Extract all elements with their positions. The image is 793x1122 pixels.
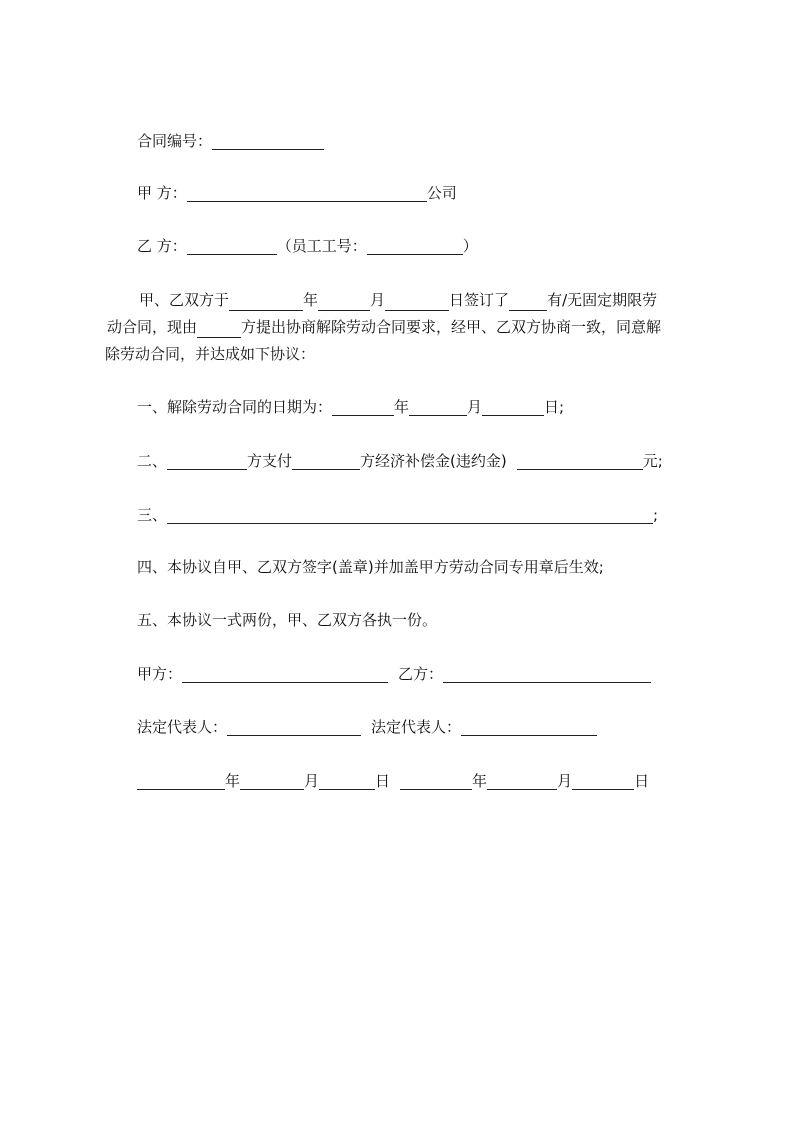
clause-1-text: 一、解除劳动合同的日期为：: [137, 398, 333, 416]
clause-2-prefix: 二、: [137, 452, 168, 470]
termination-year-blank[interactable]: [332, 397, 394, 416]
clause-4: [137, 555, 604, 579]
rep-b-label: 法定代表人：: [371, 718, 462, 736]
rep-a-blank[interactable]: [227, 717, 361, 736]
party-a-label: 甲 方：: [137, 184, 187, 202]
sign-party-b-blank[interactable]: [443, 664, 651, 683]
party-a-suffix: 公司: [426, 184, 457, 202]
party-b-label: 乙 方：: [137, 237, 187, 255]
clause-2-pay: 方支付: [247, 452, 293, 470]
contract-number-blank[interactable]: [212, 131, 324, 150]
date-b-day-blank[interactable]: [572, 771, 634, 790]
paying-party-blank[interactable]: [167, 451, 247, 470]
compensation-amount-blank[interactable]: [517, 451, 643, 470]
date-b-year: 年: [472, 772, 488, 790]
sign-year-blank[interactable]: [229, 292, 303, 311]
clause-3-prefix: 三、: [137, 506, 168, 524]
termination-month-blank[interactable]: [409, 397, 467, 416]
sign-party-a-blank[interactable]: [182, 664, 388, 683]
contract-number-line: [137, 129, 324, 153]
clause-1-year: 年: [394, 398, 410, 416]
termination-day-blank[interactable]: [482, 397, 544, 416]
signature-representatives: [137, 715, 597, 739]
signature-parties: [137, 662, 651, 686]
party-a-line: [137, 181, 457, 205]
clause-3-blank[interactable]: [167, 505, 653, 524]
date-b-year-blank[interactable]: [400, 771, 472, 790]
party-b-blank[interactable]: [187, 236, 277, 255]
date-a-month-blank[interactable]: [240, 771, 304, 790]
receiving-party-blank[interactable]: [292, 451, 360, 470]
date-a-day-blank[interactable]: [319, 771, 375, 790]
sign-party-b-label: 乙方：: [398, 665, 444, 683]
clause-1-month: 月: [467, 398, 483, 416]
employee-id-blank[interactable]: [367, 236, 463, 255]
clause-4-text: 四、本协议自甲、乙双方签字(盖章)并加盖甲方劳动合同专用章后生效;: [137, 558, 604, 576]
date-a-year-blank[interactable]: [137, 771, 225, 790]
contract-number-label: 合同编号：: [137, 132, 213, 150]
contract-type-blank[interactable]: [509, 292, 547, 311]
intro-text-4: 动合同，现由: [107, 318, 198, 336]
intro-month: 月: [370, 291, 386, 309]
clause-1-day: 日;: [544, 398, 565, 416]
date-b-month-blank[interactable]: [487, 771, 557, 790]
employee-id-close: ）: [462, 237, 478, 255]
rep-b-blank[interactable]: [461, 717, 597, 736]
date-a-day: 日: [375, 772, 391, 790]
intro-year: 年: [303, 291, 319, 309]
party-b-line: [137, 234, 478, 258]
sign-month-blank[interactable]: [318, 292, 370, 311]
intro-paragraph: [105, 287, 705, 368]
date-b-month: 月: [557, 772, 573, 790]
intro-text-6: 除劳动合同，并达成如下协议：: [105, 345, 316, 363]
date-a-month: 月: [304, 772, 320, 790]
clause-5-text: 五、本协议一式两份，甲、乙双方各执一份。: [137, 611, 438, 629]
clause-1: [137, 395, 564, 419]
signature-dates: [137, 769, 649, 793]
employee-id-label: （员工工号：: [276, 237, 367, 255]
sign-day-blank[interactable]: [385, 292, 449, 311]
clause-5: [137, 608, 437, 632]
clause-2-unit: 元;: [642, 452, 663, 470]
clause-2-compensation: 方经济补偿金(违约金): [360, 452, 507, 470]
intro-text-1: 甲、乙双方于: [139, 291, 230, 309]
clause-3-suffix: ;: [653, 506, 659, 524]
party-a-blank[interactable]: [187, 183, 427, 202]
proposing-party-blank[interactable]: [197, 319, 241, 338]
rep-a-label: 法定代表人：: [137, 718, 228, 736]
intro-text-3: 有/无固定期限劳: [547, 291, 658, 309]
date-b-day: 日: [634, 772, 650, 790]
clause-2: [137, 449, 663, 473]
intro-text-5: 方提出协商解除劳动合同要求，经甲、乙双方协商一致，同意解: [241, 318, 662, 336]
intro-text-2: 日签订了: [449, 291, 510, 309]
date-a-year: 年: [225, 772, 241, 790]
clause-3: [137, 503, 658, 527]
sign-party-a-label: 甲方：: [137, 665, 183, 683]
